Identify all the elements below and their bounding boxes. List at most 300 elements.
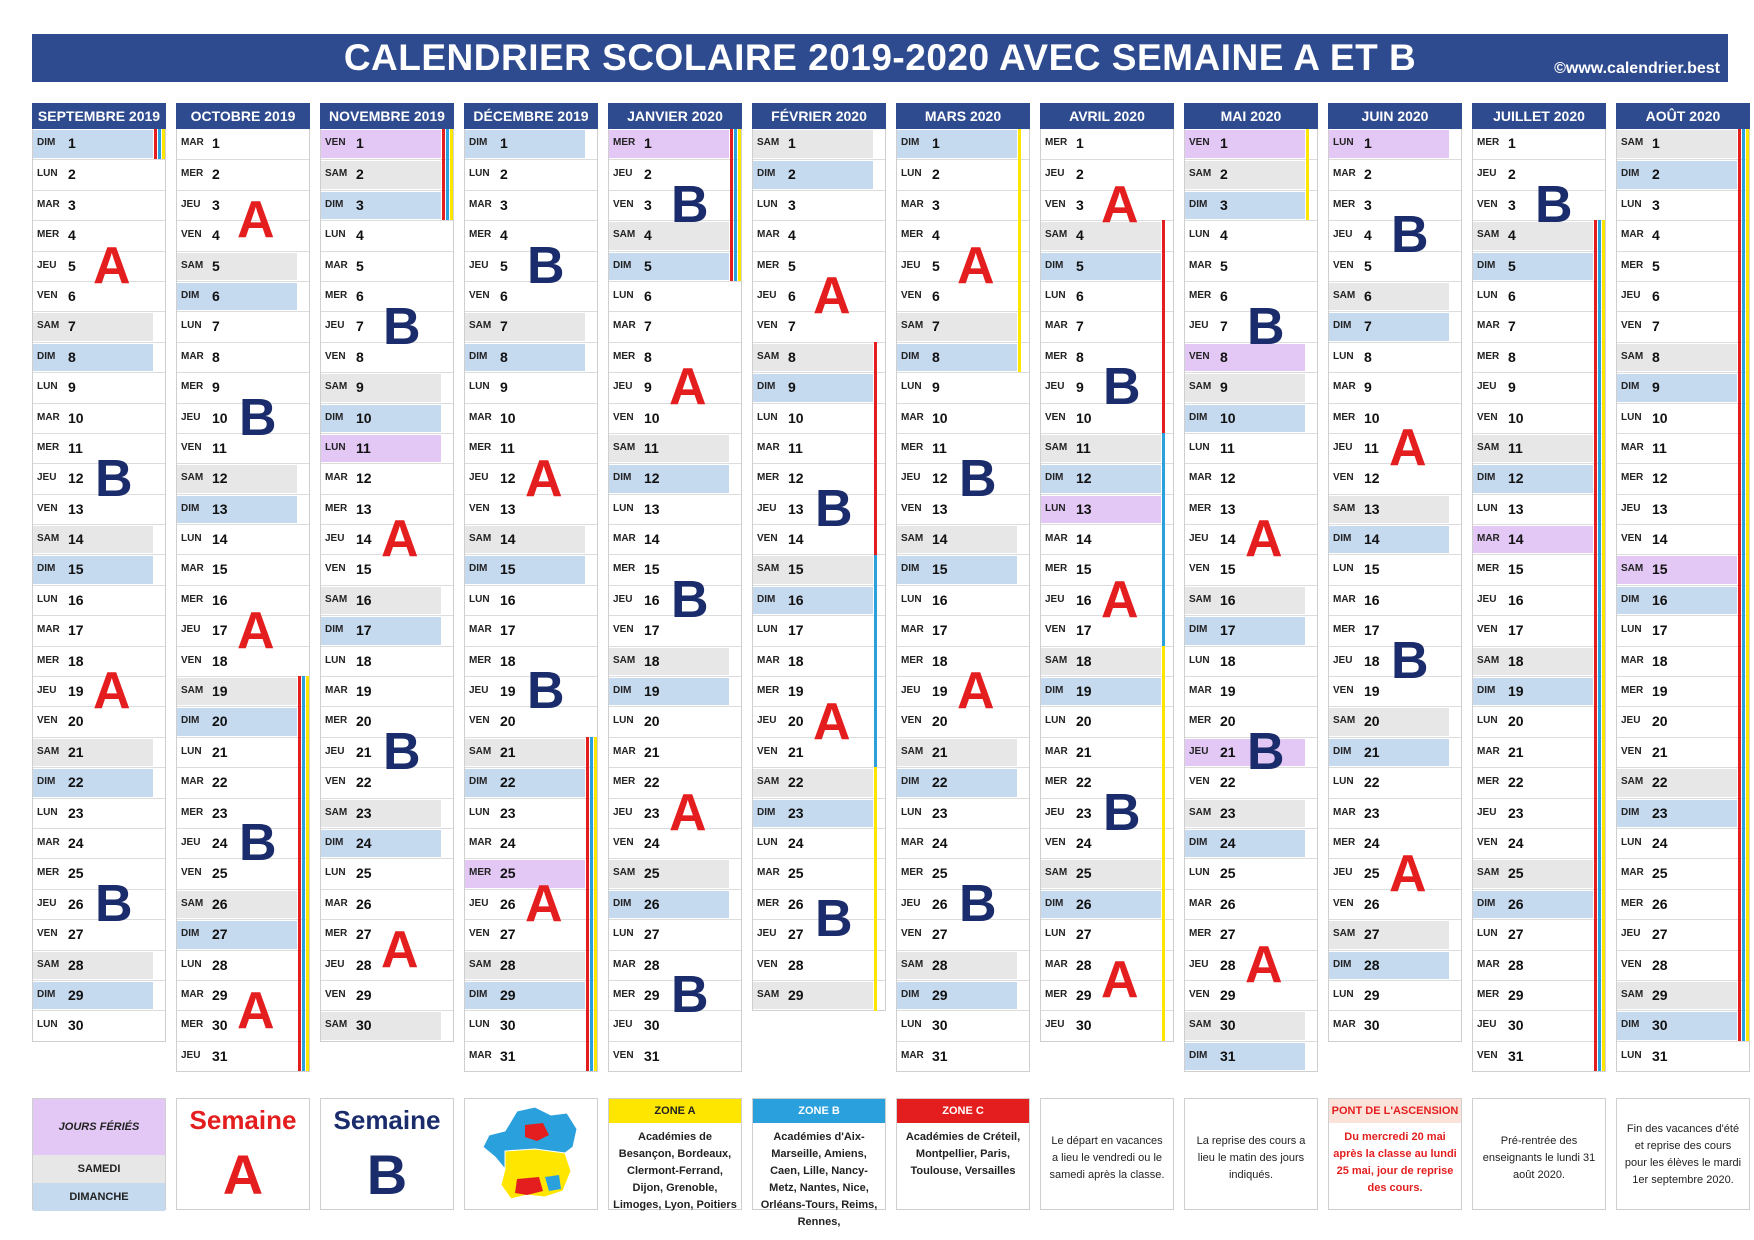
day-row bbox=[1329, 311, 1461, 341]
day-name: DIM bbox=[1333, 320, 1352, 332]
day-row bbox=[753, 433, 885, 463]
day-name: VEN bbox=[37, 715, 58, 727]
day-row bbox=[1185, 1010, 1317, 1040]
day-row bbox=[897, 311, 1029, 341]
day-name: MER bbox=[901, 654, 924, 666]
day-number: 29 bbox=[932, 986, 948, 1003]
day-name: SAM bbox=[613, 867, 636, 879]
day-number: 2 bbox=[1508, 166, 1516, 183]
week-a-letter: A bbox=[381, 510, 419, 569]
day-number: 26 bbox=[1652, 895, 1668, 912]
day-row bbox=[1617, 767, 1749, 797]
day-name: LUN bbox=[901, 593, 922, 605]
day-name: DIM bbox=[37, 988, 56, 1000]
day-name: JEU bbox=[181, 198, 201, 210]
day-row bbox=[1041, 919, 1173, 949]
day-name: MER bbox=[757, 685, 780, 697]
week-b-letter: B bbox=[1247, 723, 1285, 782]
day-number: 29 bbox=[1652, 986, 1668, 1003]
day-row bbox=[1617, 220, 1749, 250]
day-name: DIM bbox=[181, 289, 200, 301]
day-row bbox=[465, 524, 597, 554]
day-row bbox=[1617, 828, 1749, 858]
day-number: 20 bbox=[1076, 713, 1092, 730]
day-number: 27 bbox=[1076, 926, 1092, 943]
day-row bbox=[1473, 372, 1605, 402]
day-row bbox=[609, 433, 741, 463]
day-name: VEN bbox=[469, 928, 490, 940]
day-number: 6 bbox=[356, 287, 364, 304]
day-number: 8 bbox=[212, 348, 220, 365]
day-number: 20 bbox=[1508, 713, 1524, 730]
day-number: 22 bbox=[1652, 774, 1668, 791]
day-row bbox=[465, 342, 597, 372]
day-name: JEU bbox=[469, 897, 489, 909]
day-number: 21 bbox=[68, 743, 84, 760]
day-number: 11 bbox=[788, 439, 803, 456]
day-row bbox=[321, 676, 453, 706]
day-row bbox=[1473, 554, 1605, 584]
day-name: SAM bbox=[1045, 229, 1068, 241]
day-row bbox=[33, 372, 165, 402]
day-name: VEN bbox=[1045, 411, 1066, 423]
day-row bbox=[33, 524, 165, 554]
day-name: DIM bbox=[1477, 897, 1496, 909]
day-name: JEU bbox=[901, 685, 921, 697]
day-name: JEU bbox=[901, 897, 921, 909]
day-name: DIM bbox=[1477, 259, 1496, 271]
day-name: LUN bbox=[901, 381, 922, 393]
day-row bbox=[1041, 1010, 1173, 1040]
day-number: 21 bbox=[1652, 743, 1668, 760]
day-number: 3 bbox=[644, 196, 652, 213]
legend-week-a bbox=[176, 1098, 310, 1210]
day-name: JEU bbox=[901, 259, 921, 271]
day-name: MER bbox=[613, 776, 636, 788]
day-list bbox=[1328, 129, 1462, 1042]
day-row bbox=[1041, 676, 1173, 706]
day-row bbox=[1329, 919, 1461, 949]
day-row bbox=[753, 950, 885, 980]
day-name: LUN bbox=[613, 928, 634, 940]
day-name: MER bbox=[757, 472, 780, 484]
day-number: 1 bbox=[1652, 135, 1660, 151]
day-row bbox=[1617, 190, 1749, 220]
day-row bbox=[1617, 646, 1749, 676]
day-number: 21 bbox=[1508, 743, 1524, 760]
day-number: 24 bbox=[1508, 834, 1524, 851]
day-number: 20 bbox=[1652, 713, 1668, 730]
day-row bbox=[1329, 524, 1461, 554]
week-a-letter: A bbox=[237, 601, 275, 660]
day-name: MAR bbox=[1045, 320, 1068, 332]
day-number: 26 bbox=[212, 895, 228, 912]
day-row bbox=[465, 403, 597, 433]
month-header: FÉVRIER 2020 bbox=[752, 103, 886, 129]
day-name: LUN bbox=[1189, 441, 1210, 453]
day-name: DIM bbox=[757, 806, 776, 818]
day-number: 20 bbox=[212, 713, 228, 730]
day-name: LUN bbox=[1333, 137, 1354, 148]
day-row bbox=[753, 646, 885, 676]
day-number: 21 bbox=[1220, 743, 1236, 760]
day-name: JEU bbox=[181, 411, 201, 423]
day-row bbox=[1473, 342, 1605, 372]
day-number: 21 bbox=[356, 743, 372, 760]
day-row bbox=[1617, 737, 1749, 767]
day-number: 11 bbox=[356, 439, 371, 456]
week-b-letter: B bbox=[527, 662, 565, 721]
day-number: 22 bbox=[1364, 774, 1380, 791]
day-number: 10 bbox=[212, 409, 228, 426]
day-row bbox=[1617, 919, 1749, 949]
day-name: VEN bbox=[1189, 776, 1210, 788]
day-name: JEU bbox=[469, 259, 489, 271]
day-row bbox=[1473, 463, 1605, 493]
month-header: DÉCEMBRE 2019 bbox=[464, 103, 598, 129]
day-row bbox=[897, 1010, 1029, 1040]
day-row bbox=[753, 767, 885, 797]
day-row bbox=[753, 403, 885, 433]
day-number: 15 bbox=[356, 561, 372, 578]
day-name: JEU bbox=[613, 381, 633, 393]
day-name: SAM bbox=[1477, 441, 1500, 453]
day-number: 15 bbox=[1076, 561, 1092, 578]
day-name: VEN bbox=[1333, 259, 1354, 271]
day-number: 7 bbox=[932, 318, 940, 335]
day-name: SAM bbox=[469, 533, 492, 545]
day-number: 11 bbox=[1652, 439, 1667, 456]
day-number: 14 bbox=[500, 531, 516, 548]
day-number: 14 bbox=[1076, 531, 1092, 548]
day-number: 10 bbox=[500, 409, 516, 426]
day-name: SAM bbox=[1477, 229, 1500, 241]
day-name: VEN bbox=[469, 715, 490, 727]
day-number: 12 bbox=[1508, 470, 1524, 487]
day-name: VEN bbox=[469, 502, 490, 514]
week-a-letter: A bbox=[93, 236, 131, 295]
day-name: SAM bbox=[757, 988, 780, 1000]
day-number: 8 bbox=[1652, 348, 1660, 365]
day-number: 25 bbox=[932, 865, 948, 882]
day-row bbox=[609, 1041, 741, 1071]
day-number: 18 bbox=[1076, 652, 1092, 669]
day-row bbox=[1329, 1010, 1461, 1040]
day-number: 28 bbox=[1220, 956, 1236, 973]
day-name: LUN bbox=[901, 1019, 922, 1031]
day-number: 18 bbox=[500, 652, 516, 669]
day-number: 2 bbox=[1220, 166, 1228, 183]
day-name: LUN bbox=[613, 715, 634, 727]
day-name: VEN bbox=[1045, 198, 1066, 210]
day-row bbox=[1473, 311, 1605, 341]
week-b-letter: B bbox=[671, 966, 709, 1025]
day-number: 6 bbox=[1076, 287, 1084, 304]
day-number: 28 bbox=[500, 956, 516, 973]
day-name: DIM bbox=[613, 259, 632, 271]
day-row bbox=[177, 311, 309, 341]
week-b-letter: B bbox=[1103, 784, 1141, 842]
day-number: 23 bbox=[788, 804, 804, 821]
day-row bbox=[1185, 889, 1317, 919]
day-name: LUN bbox=[325, 654, 346, 666]
day-row bbox=[321, 828, 453, 858]
day-name: SAM bbox=[469, 745, 492, 757]
day-row bbox=[1329, 585, 1461, 615]
day-number: 11 bbox=[212, 439, 227, 456]
day-row bbox=[1185, 220, 1317, 250]
day-row bbox=[1617, 585, 1749, 615]
day-name: JEU bbox=[613, 168, 633, 180]
day-number: 10 bbox=[1364, 409, 1380, 426]
day-number: 3 bbox=[68, 196, 76, 213]
pont-text: Du mercredi 20 mai après la classe au lundi 25 mai, jour de reprise des cours. bbox=[1333, 1131, 1457, 1194]
day-name: VEN bbox=[757, 958, 778, 970]
day-name: MAR bbox=[757, 867, 780, 879]
day-name: LUN bbox=[1045, 715, 1066, 727]
day-name: MAR bbox=[613, 745, 636, 757]
day-row bbox=[1617, 463, 1749, 493]
day-row bbox=[177, 463, 309, 493]
day-number: 9 bbox=[788, 379, 796, 396]
day-name: SAM bbox=[613, 229, 636, 241]
day-name: DIM bbox=[613, 685, 632, 697]
day-row bbox=[1185, 190, 1317, 220]
day-name: MAR bbox=[1045, 533, 1068, 545]
day-name: MAR bbox=[1333, 1019, 1356, 1031]
day-name: MER bbox=[1477, 563, 1500, 575]
day-number: 31 bbox=[1652, 1047, 1668, 1064]
day-number: 12 bbox=[1364, 470, 1380, 487]
day-name: MAR bbox=[181, 563, 204, 575]
week-b-letter: B bbox=[1247, 297, 1285, 356]
day-number: 22 bbox=[356, 774, 372, 791]
day-number: 31 bbox=[932, 1047, 948, 1064]
day-number: 10 bbox=[68, 409, 84, 426]
day-number: 20 bbox=[1220, 713, 1236, 730]
day-name: JEU bbox=[469, 685, 489, 697]
day-number: 13 bbox=[356, 500, 372, 517]
day-name: MER bbox=[1045, 776, 1068, 788]
day-row bbox=[897, 615, 1029, 645]
day-name: MAR bbox=[469, 624, 492, 636]
day-name: JEU bbox=[901, 472, 921, 484]
day-number: 14 bbox=[1364, 531, 1380, 548]
zone-c-bar bbox=[730, 129, 733, 281]
day-row bbox=[33, 129, 165, 159]
day-row bbox=[753, 220, 885, 250]
day-name: LUN bbox=[901, 168, 922, 180]
day-number: 4 bbox=[932, 227, 940, 244]
day-name: JEU bbox=[181, 1049, 201, 1061]
day-number: 26 bbox=[788, 895, 804, 912]
zone-c-bar bbox=[586, 737, 589, 1071]
day-name: MER bbox=[1045, 988, 1068, 1000]
day-name: LUN bbox=[469, 593, 490, 605]
day-row bbox=[177, 281, 309, 311]
day-row bbox=[321, 463, 453, 493]
day-number: 5 bbox=[1364, 257, 1372, 274]
day-number: 23 bbox=[500, 804, 516, 821]
day-name: SAM bbox=[1333, 289, 1356, 301]
week-a-letter: A bbox=[1245, 936, 1283, 994]
day-row bbox=[1185, 858, 1317, 888]
day-number: 23 bbox=[932, 804, 948, 821]
day-name: VEN bbox=[325, 563, 346, 575]
day-name: DIM bbox=[1045, 472, 1064, 484]
day-number: 28 bbox=[788, 956, 804, 973]
day-row bbox=[753, 190, 885, 220]
day-row bbox=[1329, 737, 1461, 767]
day-number: 28 bbox=[1652, 956, 1668, 973]
day-number: 5 bbox=[500, 257, 508, 274]
day-number: 29 bbox=[1364, 986, 1380, 1003]
day-name: JEU bbox=[1621, 502, 1641, 514]
zone-c-bar bbox=[442, 129, 445, 220]
day-name: SAM bbox=[1045, 441, 1068, 453]
day-name: SAM bbox=[325, 593, 348, 605]
week-b-letter: B bbox=[959, 875, 997, 934]
day-number: 13 bbox=[788, 500, 804, 517]
day-row bbox=[1473, 646, 1605, 676]
day-number: 29 bbox=[356, 986, 372, 1003]
day-row bbox=[1185, 403, 1317, 433]
day-name: MER bbox=[1621, 472, 1644, 484]
day-number: 2 bbox=[644, 166, 652, 183]
day-row bbox=[1473, 251, 1605, 281]
day-name: MAR bbox=[901, 1049, 924, 1061]
day-name: JEU bbox=[37, 685, 57, 697]
day-number: 25 bbox=[1220, 865, 1236, 882]
day-number: 19 bbox=[356, 683, 372, 700]
day-number: 5 bbox=[212, 257, 220, 274]
day-number: 6 bbox=[212, 287, 220, 304]
day-number: 2 bbox=[1076, 166, 1084, 183]
legend-prerentree bbox=[1472, 1098, 1606, 1210]
day-number: 10 bbox=[1508, 409, 1524, 426]
day-name: MAR bbox=[325, 259, 348, 271]
day-name: MAR bbox=[37, 836, 60, 848]
day-number: 3 bbox=[932, 196, 940, 213]
day-row bbox=[609, 524, 741, 554]
day-name: JEU bbox=[1045, 1019, 1065, 1031]
day-number: 18 bbox=[356, 652, 372, 669]
day-name: VEN bbox=[181, 654, 202, 666]
day-number: 29 bbox=[68, 986, 84, 1003]
zone-b-bar bbox=[1742, 129, 1745, 1041]
day-name: DIM bbox=[1045, 259, 1064, 271]
day-number: 24 bbox=[212, 834, 228, 851]
day-name: JEU bbox=[1045, 168, 1065, 180]
month-header: AVRIL 2020 bbox=[1040, 103, 1174, 129]
day-name: LUN bbox=[469, 806, 490, 818]
day-name: DIM bbox=[901, 563, 920, 575]
day-number: 19 bbox=[644, 683, 660, 700]
day-number: 1 bbox=[212, 135, 220, 151]
day-row bbox=[753, 585, 885, 615]
day-name: DIM bbox=[901, 988, 920, 1000]
day-row bbox=[1329, 372, 1461, 402]
day-name: JEU bbox=[1621, 289, 1641, 301]
day-name: MER bbox=[181, 806, 204, 818]
day-number: 18 bbox=[788, 652, 804, 669]
day-number: 12 bbox=[1076, 470, 1092, 487]
day-number: 4 bbox=[1076, 227, 1084, 244]
day-number: 17 bbox=[788, 622, 804, 639]
day-row bbox=[609, 858, 741, 888]
day-number: 15 bbox=[644, 561, 660, 578]
day-name: MER bbox=[901, 229, 924, 241]
day-name: LUN bbox=[469, 381, 490, 393]
day-row bbox=[1185, 615, 1317, 645]
day-number: 30 bbox=[68, 1017, 84, 1034]
day-row bbox=[33, 1010, 165, 1040]
day-name: DIM bbox=[181, 928, 200, 940]
day-row bbox=[1185, 433, 1317, 463]
day-name: MER bbox=[325, 928, 348, 940]
day-row bbox=[321, 159, 453, 189]
day-row bbox=[465, 554, 597, 584]
day-number: 27 bbox=[212, 926, 228, 943]
day-row bbox=[609, 737, 741, 767]
day-number: 22 bbox=[644, 774, 660, 791]
day-row bbox=[609, 251, 741, 281]
day-number: 3 bbox=[356, 196, 364, 213]
day-name: LUN bbox=[1333, 350, 1354, 362]
france-map-icon bbox=[465, 1099, 597, 1209]
day-number: 2 bbox=[500, 166, 508, 183]
day-row bbox=[321, 220, 453, 250]
day-number: 24 bbox=[68, 834, 84, 851]
day-name: JEU bbox=[37, 897, 57, 909]
day-name: MER bbox=[613, 988, 636, 1000]
zone-a-bar bbox=[450, 129, 453, 220]
day-name: LUN bbox=[1189, 654, 1210, 666]
day-name: MAR bbox=[37, 624, 60, 636]
day-name: DIM bbox=[181, 502, 200, 514]
day-row bbox=[321, 889, 453, 919]
day-row bbox=[1617, 251, 1749, 281]
zone-a-bar bbox=[1018, 129, 1021, 372]
day-number: 3 bbox=[1508, 196, 1516, 213]
day-name: MAR bbox=[469, 198, 492, 210]
day-number: 10 bbox=[788, 409, 804, 426]
day-row bbox=[1617, 554, 1749, 584]
day-number: 17 bbox=[356, 622, 372, 639]
day-name: SAM bbox=[1333, 502, 1356, 514]
day-number: 24 bbox=[356, 834, 372, 851]
day-number: 23 bbox=[356, 804, 372, 821]
day-number: 16 bbox=[644, 591, 660, 608]
day-number: 14 bbox=[1508, 531, 1524, 548]
day-number: 26 bbox=[1076, 895, 1092, 912]
day-number: 8 bbox=[1508, 348, 1516, 365]
day-number: 14 bbox=[932, 531, 948, 548]
day-name: LUN bbox=[757, 411, 778, 423]
day-name: LUN bbox=[181, 958, 202, 970]
day-name: MAR bbox=[1477, 533, 1500, 545]
day-number: 5 bbox=[1076, 257, 1084, 274]
legend-holidays: JOURS FÉRIÉS bbox=[33, 1099, 165, 1155]
day-number: 5 bbox=[644, 257, 652, 274]
day-number: 16 bbox=[356, 591, 372, 608]
zone-c-bar bbox=[298, 676, 301, 1071]
day-row bbox=[177, 737, 309, 767]
day-number: 13 bbox=[212, 500, 228, 517]
day-name: LUN bbox=[1045, 502, 1066, 514]
day-name: DIM bbox=[757, 593, 776, 605]
day-name: MAR bbox=[901, 836, 924, 848]
